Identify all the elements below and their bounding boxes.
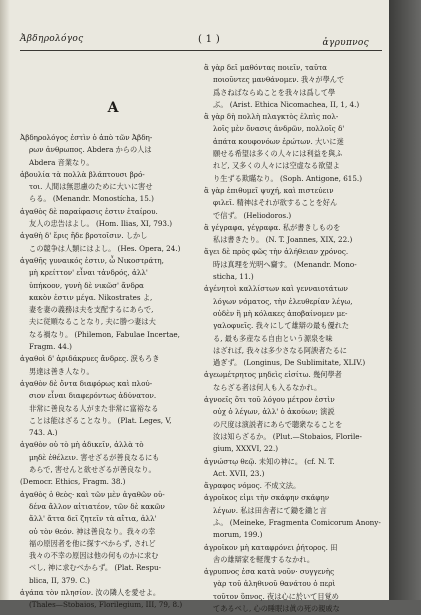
entry-headline: ἀγένητοὶ καλλίστων καὶ γενναιοτάτων (204, 284, 348, 294)
entry-line: μηδὲ ἐθέλειν. 害せざるが善良なるにも (29, 452, 160, 462)
dictionary-entry (204, 394, 390, 455)
entry-line: morum, 199.) (213, 530, 263, 540)
entry-line: この競争は人類にはよし。 (Hes. Opera, 24.) (29, 243, 181, 253)
entry-line: λόγων νόματος, τὴν ἐλευθερίαν λέγω, (213, 296, 353, 306)
entry-headline: ἀγαθὴ δ' ἔρις ἥδε βροτοῖσιν. しかし (20, 231, 148, 241)
entry-line: μὴ κρείττον' εἶναι τἀνδρός, ἀλλ' (29, 268, 148, 278)
entry-headline: ἃ γὰρ δεῖ μαθόντας ποιεῖν, ταῦτα (204, 63, 328, 72)
entry-line: 妻を妻の義務は夫を支配するにあらで, (29, 305, 154, 315)
dictionary-entry (204, 111, 390, 185)
dictionary-entry (204, 566, 390, 615)
entry-line: あらで, 害せんと欲せざるが善良なり。 (29, 465, 156, 475)
dictionary-entry (204, 369, 390, 394)
dictionary-entry (20, 353, 206, 378)
entry-line: οὐδὲν ἢ μὴ κόλακες ἀποβαίνομεν με- (213, 308, 348, 318)
entry-headline: ἀγάπα τὸν πλησίον. 汝の隣人を愛せよ。 (20, 587, 161, 597)
running-head-right: ἀγρυπνος (322, 38, 369, 48)
entry-line: ρων ἀνθρωπος. Abdera からの人は (29, 145, 152, 155)
entry-line: ἄλλ' ἄττα δεῖ ζητεῖν τὰ αἴτια, ἀλλ' (29, 514, 157, 524)
entry-line: 舎の雄辯家を軽蔑するなかれ。 (213, 554, 315, 564)
entry-line: σιον εἶναι διαφερόντως ἀδύνατον. (29, 391, 157, 401)
entry-headline: ἀγαθὸν δὲ ὄντα διαφόρως καὶ πλού- (20, 378, 153, 388)
right-column (204, 62, 390, 615)
entry-line: 過ぎず。 (Longinus, De Sublimitate, XLIV.) (213, 358, 366, 368)
entry-line: ἀπάτα κουφονόων ἐρώτων. 大いに迷 (213, 136, 344, 146)
entry-headline: ἀγρυπνος ἐσα κατὰ νοῦν· συγγενὴς (204, 567, 335, 577)
dictionary-entry (20, 255, 206, 353)
dictionary-entry (204, 542, 390, 567)
entry-headline: ἄγραφος νόμος. 不成文法。 (204, 481, 301, 491)
entry-line: ぶ。 (Arist. Ethica Nicomachea, II, 1, 4.) (213, 99, 360, 109)
entry-line: τοι. 人間は無思慮のために大いに害せ (29, 182, 153, 192)
entry-line: 夫に従順なることなり, 夫に勝つ妻は大 (29, 317, 156, 327)
dictionary-entry (20, 378, 206, 439)
dictionary-entry (20, 132, 206, 169)
entry-line: sticha, 11.) (213, 272, 254, 282)
entry-line: γὰρ τοῦ ἀληθινοῦ θανάτου ὁ περὶ (213, 579, 336, 589)
entry-line: る, 最も多産なる自由という源泉を味 (213, 333, 333, 343)
entry-headline: ἃ γὰρ δὴ πολλὴ πλαγκτὸς ἐλπὶς πολ- (204, 112, 339, 122)
entry-headline: ἃ γέγραφα, γέγραφα. 私が書きしものを (204, 222, 341, 232)
entry-line: Act. XVII, 23.) (213, 468, 265, 478)
dictionary-entry (20, 206, 206, 231)
page-edge-shadow (389, 0, 421, 600)
dictionary-entry (204, 62, 390, 111)
entry-line: τοῦτον ὕπνος. 夜は心に於いて目覚め (213, 591, 339, 601)
dictionary-entry (20, 230, 206, 255)
dictionary-entry (20, 587, 206, 612)
entry-line: 私は書きたり。 (N. T. Joannes, XIX, 22.) (213, 235, 353, 245)
entry-line: κακὸν ἐστιν μέγα. Nikostrates よ, (29, 292, 153, 302)
entry-line: なる禍なり。 (Philemon, Fabulae Incertae, (29, 329, 180, 339)
entry-line: 福の原因者を他に探すべからず, されど (29, 538, 156, 548)
dictionary-entry (204, 222, 390, 247)
entry-line: 743. A.) (29, 428, 58, 438)
entry-line: 友人の忠告はよし。 (Hom. Ilias, XI, 793.) (29, 219, 173, 229)
entry-headline: ἀγαθὸς ὁ θεὸς· καὶ τῶν μὲν ἀγαθῶν οὐ- (20, 489, 165, 499)
entry-line: ことは能はざることなり。 (Plat. Leges, V, (29, 415, 172, 425)
dictionary-entry (20, 169, 206, 206)
entry-line: ποιοῦντες μανθάνομεν. 我々が學んで (213, 75, 345, 85)
entry-headline: ἀγνώστῳ θεῷ. 未知の神に。 (cf. N. T. (204, 456, 335, 466)
left-column (20, 70, 206, 612)
dictionary-entry (204, 456, 390, 481)
dictionary-entry (20, 489, 206, 587)
entry-line: り生ずる欺瞞なり。 (Soph. Antigone, 615.) (213, 173, 363, 183)
entry-headline: ἀγαθὸν οὐ τὸ μὴ ἀδικεῖν, ἀλλὰ τὸ (20, 440, 144, 450)
entry-line: λοῖς μὲν ὄνασις ἀνδρῶν, πολλοῖς δ' (213, 124, 345, 134)
entry-line: blica, II, 379. C.) (29, 575, 90, 585)
entry-line: ふ。 (Meineke, Fragmenta Comicorum Anony- (213, 517, 381, 527)
entry-line: δένα ἄλλον αἰτιατέον, τῶν δὲ κακῶν (29, 501, 165, 511)
header-rule (20, 50, 382, 51)
page-number: ( 1 ) (198, 34, 221, 45)
entry-line: (Thales—Stobaios, Florilegium, III, 79, 8.) (29, 600, 183, 610)
entry-headline: ἀγαθοὶ δ' ἀριδάκρυες ἄνδρες. 涙もろき (20, 354, 160, 364)
entry-line: てあるべし, 心の睡眠は眞の死の親戚な (213, 604, 340, 614)
entry-headline: ἀγαθῆς γυναικός ἐστιν, ὦ Νικοστράτη, (20, 255, 164, 265)
entry-line: れど, 又多くの人々には空虚なる欲望よ (213, 161, 340, 171)
entry-line: φιλεῖ. 精神はそれが欲することを好ん (213, 198, 338, 208)
entry-line: べし, 神に求むべからず。 (Plat. Respu- (29, 563, 162, 573)
dictionary-entry (20, 476, 206, 488)
entry-line: はざれば, 我々は多少さなる阿諛者たるに (213, 345, 347, 355)
entry-headline: ἀγεωμέτρητος μηδεὶς εἰσίτω. 幾何學者 (204, 370, 342, 380)
entry-line: γαλοφυεῖς. 我々にして雄辯の最も優れた (213, 321, 350, 331)
entry-line: らる。 (Menandr. Monostícha, 15.) (29, 194, 154, 204)
entry-headline: (Democr. Ethics, Fragm. 38.) (20, 477, 126, 487)
entry-line: ならざる者は何人も入るなかれ。 (213, 382, 322, 392)
entry-line: Abdera 音業なり。 (29, 157, 94, 167)
entry-line: οὐχ ὁ λέγων, ἀλλ' ὁ ἀκούων; 演説 (213, 407, 335, 417)
dictionary-entry (204, 246, 390, 283)
entry-line: λέγων. 私は田舎者にて鋤を鋤と言 (213, 505, 327, 515)
entry-headline: ἀγροῖκος εἰμι τὴν σκάφην σκάφην (204, 493, 330, 503)
entry-line: 汝は知らざるか。 (Plut.—Stobaios, Florile- (213, 431, 362, 441)
entry-headline: ἀγροῖκον μὴ καταφρόνει ῥήτορος. 田 (204, 542, 338, 552)
entry-headline: ἀβουλία τὰ πολλὰ βλάπτουσι βρό- (20, 169, 145, 179)
entry-headline: ἀγαθὸς δὲ παραίφασις ἐστιν ἑταίρου. (20, 206, 158, 216)
entry-line: 爲さねばならぬことを我々は爲して學 (213, 87, 336, 97)
entry-headline: ἃ γὰρ ἐπιθυμεῖ ψυχή, καὶ πιστεύειν (204, 185, 334, 195)
entry-line: οὐ τὸν θεόν. 神は善良なり。我々の幸 (29, 526, 156, 536)
entry-line: の尺度は演説者にあらで聴衆なることを (213, 419, 343, 429)
entry-headline: ἄγει δὲ πρὸς φῶς τὴν ἀλήθειαν χρόνος. (204, 247, 349, 257)
entry-line: 非常に善良なる人がまた非常に富裕なる (29, 403, 159, 413)
entry-line: 願せる希望は多くの人々には利益を與ふ (213, 149, 343, 159)
dictionary-entry (204, 283, 390, 369)
section-letter: A (107, 100, 119, 116)
entry-headline: Ἀβδηρολόγος ἐστὶν ὁ ἀπὸ τῶν Ἀβδη- (20, 133, 153, 142)
running-head-left: Ἀβδηρολόγος (20, 34, 84, 44)
entry-headline: ἀγνοεῖς ὅτι τοῦ λόγου μέτρον ἐστὶν (204, 395, 335, 405)
dictionary-entry (204, 480, 390, 492)
entry-line: 男達は善き人なり。 (29, 366, 94, 376)
entry-line: ὑπήκοον, γυνὴ δὲ νικῶσ' ἄνδρα (29, 280, 144, 290)
dictionary-entry (204, 492, 390, 541)
entry-line: Fragm. 44.) (29, 342, 72, 352)
entry-line: 時は真理を光明へ齎す。 (Menandr. Mono- (213, 259, 357, 269)
entry-line: で信ず。 (Heliodoros.) (213, 210, 292, 220)
entry-line: 我々の不幸の原因は他の何ものかに求む (29, 551, 159, 561)
entry-line: gium, XXXVI, 22.) (213, 444, 279, 454)
dictionary-entry (204, 185, 390, 222)
dictionary-entry (20, 439, 206, 476)
